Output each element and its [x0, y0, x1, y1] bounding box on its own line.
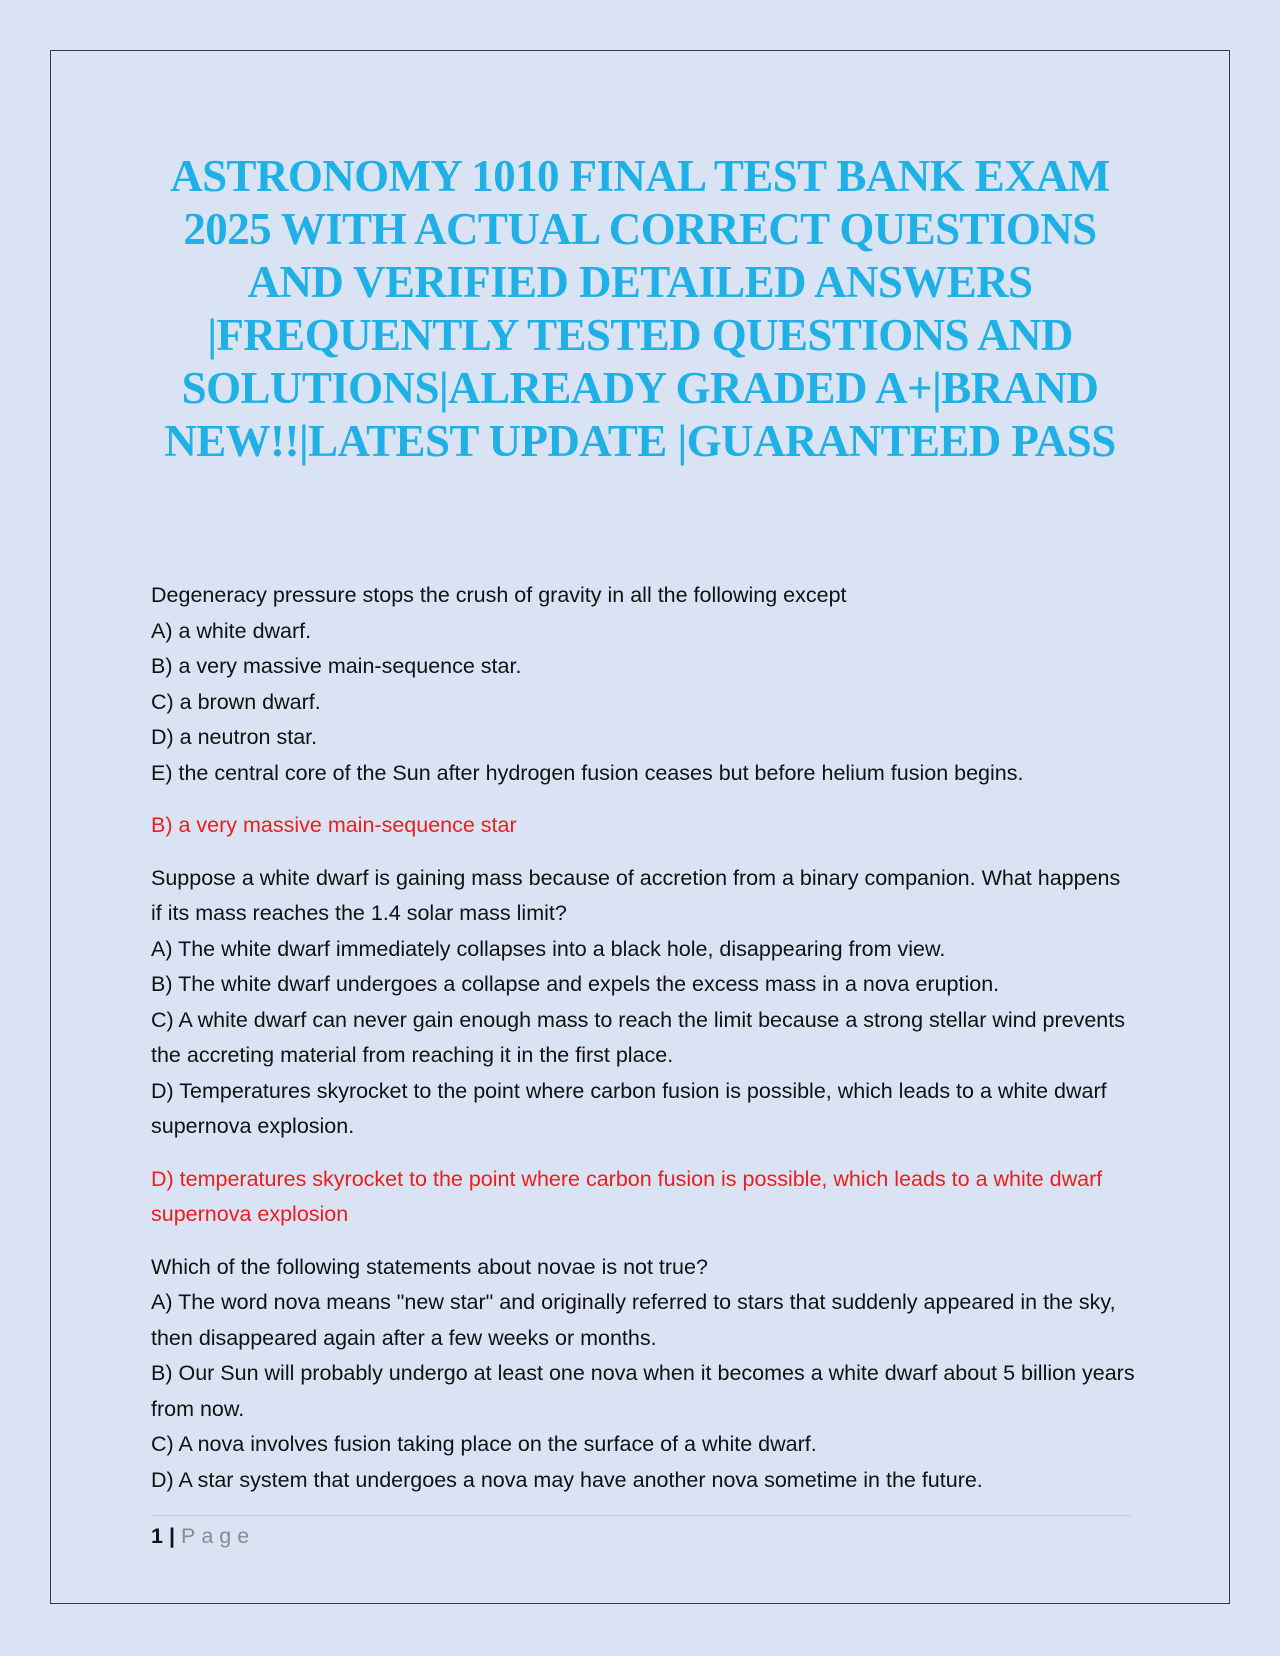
correct-answer: D) temperatures skyrocket to the point where carbon fusion is possible, which leads to a white dwarf supernova explosion: [151, 1166, 1103, 1226]
page-number: 1: [151, 1524, 163, 1548]
answer-option: A) The word nova means "new star" and originally referred to stars that suddenly appeared in the sky, then disappeared again after a few weeks or months.: [151, 1290, 1116, 1350]
page-separator: |: [168, 1524, 175, 1548]
answer-option: E) the central core of the Sun after hydrogen fusion ceases but before helium fusion begins.: [151, 760, 1024, 785]
question-prompt: Degeneracy pressure stops the crush of gravity in all the following except: [151, 583, 847, 607]
question-prompt: Suppose a white dwarf is gaining mass because of accretion from a binary companion. What happens if its mass reaches the 1.4 solar mass limit?: [151, 865, 1121, 925]
answer-option: D) A star system that undergoes a nova may have another nova sometime in the future.: [151, 1467, 983, 1492]
page-label: Page: [180, 1524, 256, 1548]
answer-option: A) The white dwarf immediately collapses into a black hole, disappearing from view.: [151, 936, 946, 961]
footer-divider: [151, 1515, 1131, 1516]
correct-answer: B) a very massive main-sequence star: [151, 813, 517, 837]
answer-option: B) The white dwarf undergoes a collapse and expels the excess mass in a nova eruption.: [151, 972, 1000, 996]
page-footer: [151, 1522, 255, 1550]
question-prompt: Which of the following statements about novae is not true?: [151, 1254, 708, 1279]
answer-option: C) a brown dwarf.: [151, 689, 321, 714]
answer-option: B) Our Sun will probably undergo at least one nova when it becomes a white dwarf about 5 billion years from now.: [151, 1361, 1135, 1421]
answer-option: B) a very massive main-sequence star.: [151, 654, 522, 678]
question-block-1: [151, 578, 1136, 844]
question-block-3: [151, 1250, 1136, 1499]
answer-option: C) A nova involves fusion taking place on the surface of a white dwarf.: [151, 1432, 817, 1456]
document-title: ASTRONOMY 1010 FINAL TEST BANK EXAM 2025 WITH ACTUAL CORRECT QUESTIONS AND VERIFIED DETAILED ANSWERS |FREQUENTLY TESTED QUESTIONS AND SOLUTIONS|ALREADY GRADED A+|BRAND NEW!!|LATEST UPDATE |GUARANTEED PASS: [164, 151, 1116, 466]
answer-option: C) A white dwarf can never gain enough mass to reach the limit because a strong stellar wind prevents the accreting material from reaching it in the first place.: [151, 1007, 1125, 1067]
answer-option: D) Temperatures skyrocket to the point where carbon fusion is possible, which leads to a white dwarf supernova explosion.: [151, 1078, 1107, 1138]
question-block-2: [151, 861, 1136, 1233]
answer-option: D) a neutron star.: [151, 725, 318, 749]
question-list: [151, 578, 1136, 1498]
answer-option: A) a white dwarf.: [151, 618, 312, 643]
